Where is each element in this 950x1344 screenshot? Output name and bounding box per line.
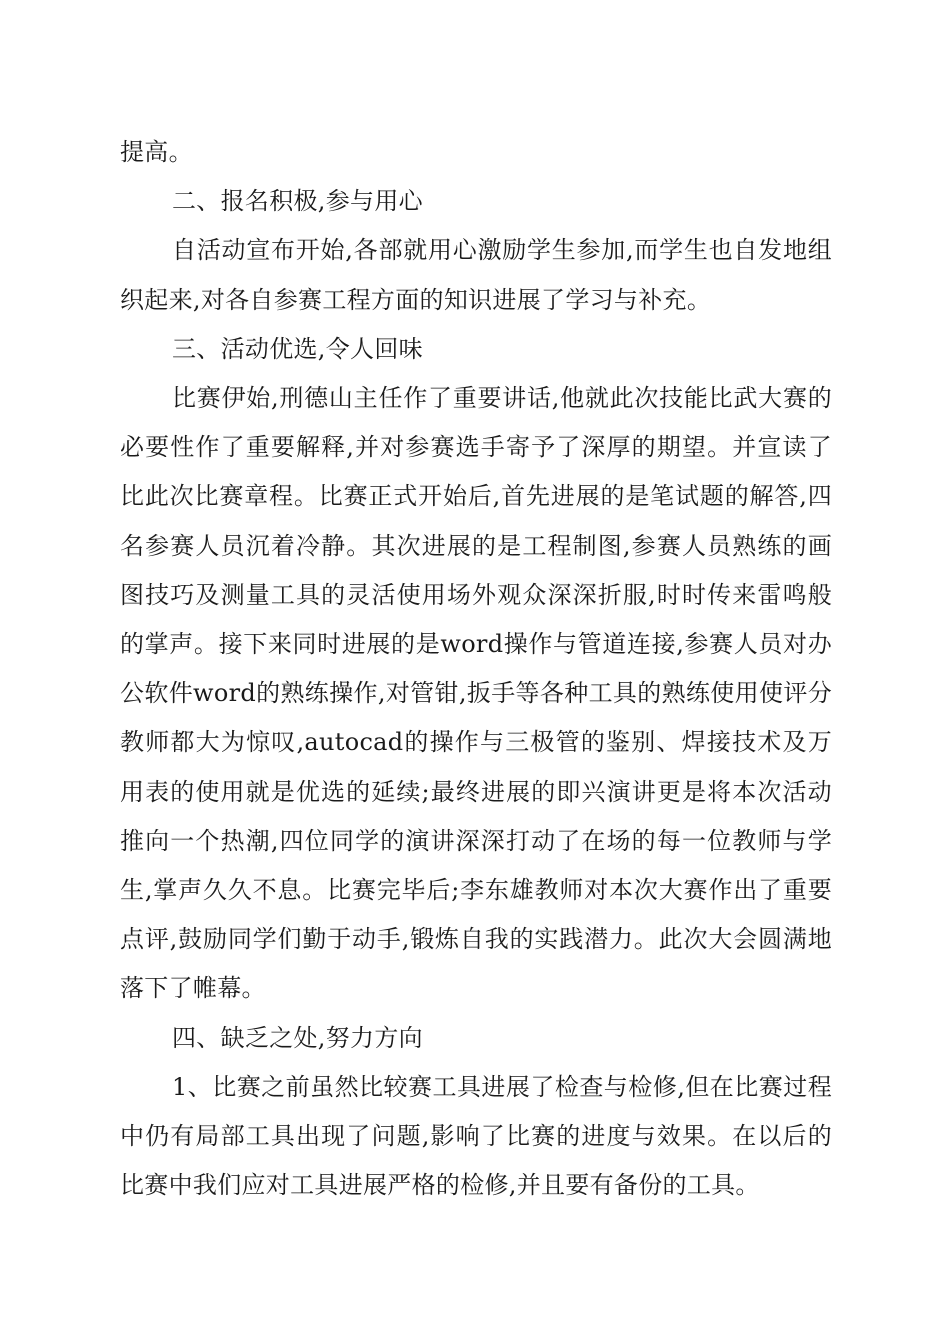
paragraph-continuation: 提高。 (120, 138, 193, 166)
paragraph-competition: 比赛伊始,刑德山主任作了重要讲话,他就此次技能比武大赛的必要性作了重要解释,并对参赛选手寄予了深厚的期望。并宣读了比此次比赛章程。比赛正式开始后,首先进展的是笔试题的解答,四名参赛人员沉着冷静。其次进展的是工程制图,参赛人员熟练的画图技巧及测量工具的灵活使用场外观众深深折服,时时传来雷鸣般的掌声。接下来同时进展的是word操作与管道连接,参赛人员对办公软件word的熟练操作,对管钳,扳手等各种工具的熟练使用使评分教师都大为惊叹,autocad的操作与三极管的鉴别、焊接技术及万用表的使用就是优选的延续;最终进展的即兴演讲更是将本次活动推向一个热潮,四位同学的演讲深深打动了在场的每一位教师与学生,掌声久久不息。比赛完毕后;李东雄教师对本次大赛作出了重要点评,鼓励同学们勤于动手,锻炼自我的实践潜力。此次大会圆满地落下了帷幕。 (120, 384, 832, 1003)
paragraph-registration: 自活动宣布开始,各部就用心激励学生参加,而学生也自发地组织起来,对各自参赛工程方面的知识进展了学习与补充。 (120, 236, 832, 314)
paragraph-shortcoming-1: 1、比赛之前虽然比较赛工具进展了检查与检修,但在比赛过程中仍有局部工具出现了问题,影响了比赛的进度与效果。在以后的比赛中我们应对工具进展严格的检修,并且要有备份的工具。 (120, 1072, 832, 1200)
section-heading-2: 二、报名积极,参与用心 (172, 187, 423, 216)
section-heading-4: 四、缺乏之处,努力方向 (172, 1023, 423, 1052)
document-body (120, 128, 832, 1210)
section-heading-3: 三、活动优选,令人回味 (172, 334, 423, 363)
